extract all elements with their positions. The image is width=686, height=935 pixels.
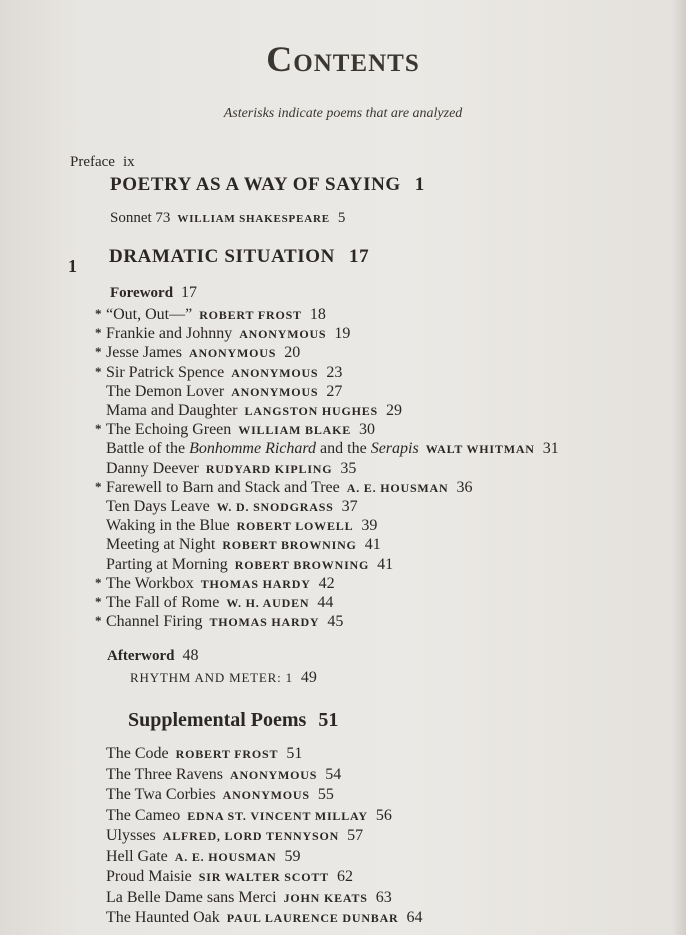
toc-entry: [106, 574, 335, 594]
entry-title: The Twa Corbies: [106, 786, 216, 803]
entry-author: ANONYMOUS: [231, 365, 319, 380]
entry-page: 51: [286, 745, 303, 762]
foreword-label: Foreword: [110, 285, 174, 301]
preface-label: Preface: [70, 154, 115, 170]
entry-page: 31: [542, 440, 559, 458]
asterisk-mark: *: [95, 421, 102, 437]
entry-title: Proud Maisie: [106, 868, 192, 885]
entry-title: La Belle Dame sans Merci: [106, 888, 277, 906]
toc-entry: [106, 420, 375, 440]
afterword-page: 48: [182, 647, 199, 664]
entry-page: 41: [377, 555, 394, 573]
asterisk-mark: *: [95, 306, 102, 321]
entry-page: 55: [317, 786, 334, 803]
chapter-heading: DRAMATIC SITUATION: [109, 246, 335, 267]
entry-author: ROBERT BROWNING: [222, 538, 357, 553]
entry-title: Ten Days Leave: [106, 498, 210, 515]
intro-entry: [110, 208, 345, 229]
asterisk-mark: *: [95, 363, 102, 379]
toc-entry: [106, 744, 302, 764]
chapter-heading-line: [109, 247, 369, 267]
preface-line: [70, 152, 135, 172]
entry-title: Ulysses: [106, 827, 156, 844]
entry-author: ANONYMOUS: [222, 788, 310, 802]
entry-author: WILLIAM BLAKE: [238, 423, 352, 438]
toc-entry: [106, 847, 301, 867]
entry-author: W. D. SNODGRASS: [216, 500, 334, 514]
entry-title: Parting at Morning: [106, 555, 228, 573]
toc-entry: [106, 459, 356, 479]
entry-page: 63: [375, 888, 392, 906]
entry-title: The Three Ravens: [106, 765, 223, 783]
entry-author: ANONYMOUS: [230, 767, 318, 782]
entry-title: Frankie and Johnny: [106, 325, 233, 343]
entry-page: 18: [309, 306, 326, 323]
entry-title: Battle of the Bonhomme Richard and the Serapis: [106, 440, 419, 458]
entry-page: 27: [326, 382, 343, 400]
toc-entry: [106, 497, 358, 517]
entry-title: Meeting at Night: [106, 536, 216, 554]
entry-page: 35: [340, 459, 357, 477]
rhythm-label: RHYTHM AND METER: 1: [130, 670, 293, 685]
entry-page: 23: [326, 363, 343, 381]
entry-page: 56: [375, 806, 392, 824]
entry-page: 45: [327, 613, 344, 631]
preface-page: ix: [122, 154, 135, 170]
entry-page: 29: [386, 402, 402, 419]
intro-page: 1: [414, 174, 425, 195]
page-edge-shadow: [672, 0, 686, 935]
entry-author: ROBERT FROST: [199, 308, 302, 322]
entry-author: WILLIAM SHAKESPEARE: [177, 213, 330, 225]
entry-author: ALFRED, LORD TENNYSON: [162, 829, 340, 843]
entry-author: ANONYMOUS: [231, 384, 319, 399]
entry-author: ROBERT FROST: [175, 747, 279, 761]
asterisk-mark: *: [95, 613, 102, 629]
toc-entry: [106, 324, 350, 344]
entry-author: RUDYARD KIPLING: [205, 461, 333, 476]
toc-entry: [106, 401, 402, 421]
toc-entry: [106, 612, 343, 632]
toc-entry: [106, 806, 392, 826]
entry-page: 41: [364, 536, 381, 554]
entry-page: 5: [337, 210, 346, 226]
asterisk-mark: *: [95, 478, 102, 494]
entry-page: 54: [325, 765, 342, 783]
entry-page: 44: [317, 594, 334, 611]
page-title: Contents: [266, 39, 420, 79]
toc-entry: [106, 785, 334, 805]
entry-author: ANONYMOUS: [239, 327, 327, 342]
asterisk-mark: *: [95, 325, 102, 341]
entry-page: 20: [284, 344, 301, 362]
entry-page: 37: [341, 498, 358, 515]
supplemental-heading-line: [128, 710, 338, 730]
entry-page: 30: [359, 421, 376, 439]
entry-title: Jesse James: [106, 344, 182, 362]
intro-heading-line: [110, 175, 425, 195]
rhythm-line: [130, 668, 317, 688]
intro-heading: POETRY AS A WAY OF SAYING: [110, 174, 401, 195]
chapter-number: 1: [68, 256, 77, 276]
toc-entry: [106, 826, 363, 846]
entry-author: JOHN KEATS: [283, 890, 368, 905]
entry-title: Danny Deever: [106, 459, 199, 477]
entry-title: The Demon Lover: [106, 382, 225, 400]
entry-author: A. E. HOUSMAN: [174, 849, 277, 864]
toc-entry: [106, 593, 333, 613]
supplemental-heading: Supplemental Poems: [128, 709, 307, 731]
entry-title: The Echoing Green: [106, 421, 232, 439]
toc-entry: [106, 382, 342, 402]
asterisk-mark: *: [95, 594, 102, 609]
afterword-label: Afterword: [107, 648, 175, 664]
entry-title: “Out, Out—”: [106, 306, 193, 323]
toc-entry: [106, 363, 342, 383]
entry-author: A. E. HOUSMAN: [346, 480, 449, 495]
toc-entry: [106, 888, 392, 908]
entry-title: Sir Patrick Spence: [106, 363, 225, 381]
toc-entry: [106, 765, 341, 785]
entry-author: THOMAS HARDY: [209, 615, 320, 630]
entry-page: 42: [318, 574, 335, 592]
toc-entry: [106, 439, 559, 459]
entry-title: The Workbox: [106, 574, 194, 592]
entry-author: SIR WALTER SCOTT: [198, 870, 329, 884]
entry-title: The Fall of Rome: [106, 594, 220, 611]
asterisk-mark: *: [95, 344, 102, 360]
rhythm-page: 49: [300, 669, 317, 686]
toc-entry: [106, 478, 472, 498]
entry-author: W. H. AUDEN: [226, 596, 310, 610]
entry-author: ROBERT BROWNING: [234, 557, 370, 572]
entry-title: The Code: [106, 745, 169, 762]
entry-page: 36: [456, 478, 473, 496]
toc-entry: [106, 535, 381, 555]
entry-page: 59: [284, 847, 301, 865]
asterisk-mark: *: [95, 574, 102, 590]
toc-entry: [106, 908, 423, 928]
toc-entry: [106, 867, 353, 887]
entry-page: 64: [406, 909, 423, 926]
entry-title: Waking in the Blue: [106, 517, 230, 535]
foreword-line: [110, 283, 197, 303]
entry-title: Mama and Daughter: [106, 402, 238, 419]
asterisk-note: Asterisks indicate poems that are analyzed: [223, 106, 463, 121]
entry-author: WALT WHITMAN: [425, 442, 535, 457]
toc-entry: [106, 555, 393, 575]
toc-entry: [106, 516, 377, 536]
entry-title: Farewell to Barn and Stack and Tree: [106, 478, 340, 496]
foreword-page: 17: [181, 284, 198, 301]
entry-title: Channel Firing: [106, 613, 203, 631]
entry-author: EDNA ST. VINCENT MILLAY: [187, 808, 368, 823]
entry-page: 62: [336, 868, 353, 885]
entry-author: ROBERT LOWELL: [236, 519, 354, 534]
entry-title: The Cameo: [106, 806, 181, 824]
entry-author: ANONYMOUS: [188, 346, 277, 361]
entry-author: PAUL LAURENCE DUNBAR: [226, 911, 399, 925]
entry-page: 39: [361, 517, 378, 535]
entry-author: LANGSTON HUGHES: [244, 404, 378, 418]
entry-page: 57: [347, 827, 364, 844]
toc-entry: [106, 343, 300, 363]
entry-author: THOMAS HARDY: [200, 576, 311, 591]
supplemental-page: 51: [318, 709, 339, 731]
afterword-line: [107, 646, 198, 666]
entry-title: Hell Gate: [106, 847, 168, 865]
toc-entry: [106, 305, 326, 325]
entry-title: The Haunted Oak: [106, 909, 220, 926]
entry-page: 19: [334, 325, 351, 343]
entry-title: Sonnet 73: [110, 210, 171, 226]
chapter-page: 17: [348, 246, 370, 267]
